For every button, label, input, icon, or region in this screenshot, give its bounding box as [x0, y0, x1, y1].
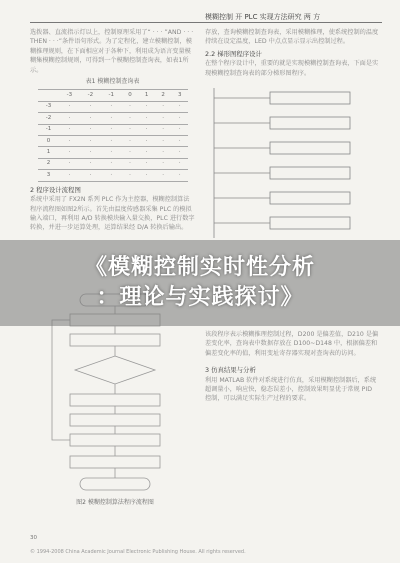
table-header-cell	[38, 90, 59, 101]
flow-step-4	[70, 414, 160, 426]
left-paragraph-1: 选拨器、直流指示灯以上，控制原理采用了“ · · · ”AND · · · THEN · · ·”条件语句形式。为了定程化，建立模糊控制，模糊推理规则，在下面相应对于各种下，利用成为语言变量模糊集模糊控制规则，可得到一个模糊控制查询表，如表1所示。	[30, 29, 194, 74]
table-cell: ·	[171, 136, 188, 147]
table-cell: ·	[59, 147, 80, 158]
table-cell: ·	[59, 158, 80, 169]
right-column-lower	[205, 330, 380, 404]
table-cell: ·	[171, 101, 188, 112]
title-banner-overlay	[0, 240, 400, 326]
right-paragraph-1: 存放，查询模糊控制查询表，采用模糊推理，使系统控制的温度持续在设定温度，LED 中点点显示显示出控制过程。	[205, 29, 379, 46]
table-cell: ·	[122, 101, 139, 112]
flow-step-2	[70, 334, 160, 346]
table-cell: ·	[138, 124, 155, 135]
table-cell: ·	[101, 101, 122, 112]
right-section-title-1: 2.2 梯形图程序设计	[205, 49, 262, 58]
copyright-footer: © 1994-2008 China Academic Journal Electronic Publishing House. All rights reserved.	[30, 549, 246, 555]
table-cell: ·	[59, 136, 80, 147]
table-cell: ·	[101, 158, 122, 169]
table-cell: ·	[59, 124, 80, 135]
table-cell: ·	[171, 170, 188, 181]
table-cell: ·	[80, 124, 101, 135]
fuzzy-lookup-table	[38, 89, 188, 181]
table-cell: ·	[138, 147, 155, 158]
table-cell: ·	[155, 124, 172, 135]
page-number: 30	[30, 535, 37, 541]
left-section-title: 2 程序设计流程图	[30, 185, 81, 194]
table-row	[38, 158, 188, 169]
table-header-cell: -1	[101, 90, 122, 101]
table-header-cell: -3	[59, 90, 80, 101]
flow-step-3	[70, 394, 160, 406]
ladder-instruction-2	[270, 117, 350, 129]
flow-loop-line	[52, 320, 70, 440]
table-cell: ·	[101, 124, 122, 135]
banner-title-line-2: ：理论与实践探讨》	[96, 285, 304, 310]
table-cell: ·	[80, 147, 101, 158]
table-cell: ·	[122, 113, 139, 124]
table-cell: 2	[38, 158, 59, 169]
table-cell: ·	[138, 101, 155, 112]
table-cell: ·	[80, 158, 101, 169]
table-body	[38, 101, 188, 181]
table-row	[38, 147, 188, 158]
table-cell: ·	[155, 147, 172, 158]
table-cell: ·	[155, 170, 172, 181]
flow-step-6	[70, 456, 160, 468]
right-paragraph-2: 在整个程序设计中，重要的就是实现模糊控制查询表，下面是实现模糊控制查询表的部分梯形图程序。	[205, 60, 379, 77]
table-header-row	[38, 90, 188, 101]
right-column	[205, 28, 380, 78]
table-cell: ·	[171, 158, 188, 169]
table-cell: ·	[101, 113, 122, 124]
flow-decision	[75, 356, 155, 384]
table-cell: ·	[80, 101, 101, 112]
table-cell: -1	[38, 124, 59, 135]
table-cell: ·	[122, 136, 139, 147]
flow-end	[80, 478, 150, 490]
banner-title-line-1: 《模糊控制实时性分析	[84, 255, 315, 280]
table-cell: ·	[122, 124, 139, 135]
table-cell: ·	[171, 113, 188, 124]
table-cell: ·	[59, 113, 80, 124]
table-cell: ·	[138, 136, 155, 147]
table-caption: 表1 模糊控制查询表	[85, 78, 140, 86]
table-cell: 3	[38, 170, 59, 181]
table-header-cell: -2	[80, 90, 101, 101]
table-row	[38, 113, 188, 124]
flow-step-5	[70, 434, 160, 446]
table-row	[38, 124, 188, 135]
flowchart-caption: 图2 模糊控制算法程序流程图	[76, 499, 154, 506]
table-cell: ·	[155, 113, 172, 124]
table-cell: ·	[122, 147, 139, 158]
ladder-instruction-6	[270, 217, 350, 229]
running-header: 模糊控制 开 PLC 实现方法研究 两 方	[205, 13, 321, 21]
table-cell: ·	[122, 158, 139, 169]
table-cell: ·	[138, 113, 155, 124]
table-row	[38, 170, 188, 181]
table-cell: ·	[80, 113, 101, 124]
table-cell: ·	[80, 136, 101, 147]
right-paragraph-3: 该段程序表示模糊推理控制过程，D200 是偏差值，D210 是偏差变化率，查询表中数据存放在 D100~D148 中，根据偏差和偏差变化率的值，利用变址寄存器实现对查询表的访问。	[205, 331, 379, 357]
table-cell: ·	[155, 158, 172, 169]
table-row	[38, 136, 188, 147]
left-paragraph-2: 系统中采用了 FX2N 系列 PLC 作为主控器，模糊控制算法程序流程图如图2所示。首先由温度传感器采集 PLC 的模拟输入端口，再利用 A/D 转换模块输入量交换，PLC 进行数字转换，并进一步运算处理，运算结果经 D/A 转换后输出。	[30, 196, 195, 232]
ladder-instruction-5	[270, 192, 350, 204]
table-cell: ·	[171, 147, 188, 158]
ladder-instruction-1	[270, 92, 350, 104]
table-row	[38, 101, 188, 112]
table-cell: ·	[138, 158, 155, 169]
ladder-diagram	[210, 88, 380, 238]
table-header-cell: 1	[138, 90, 155, 101]
table-cell: ·	[101, 136, 122, 147]
right-section-title-2: 3 仿真结果与分析	[205, 366, 256, 375]
table-cell: 1	[38, 147, 59, 158]
ladder-instruction-4	[270, 167, 350, 179]
table-cell: 0	[38, 136, 59, 147]
table-header-cell: 0	[122, 90, 139, 101]
table-cell: -2	[38, 113, 59, 124]
table-cell: ·	[80, 170, 101, 181]
table-cell: ·	[101, 170, 122, 181]
right-paragraph-4: 利用 MATLAB 软件对系统进行仿真，采用模糊控制器后，系统超调量小，响应快，稳态误差小，控制效果明显优于常规 PID 控制，可以满足实际生产过程的要求。	[205, 376, 377, 403]
ladder-instruction-3	[270, 142, 350, 154]
left-column	[30, 28, 195, 233]
table-cell: ·	[122, 170, 139, 181]
table-cell: ·	[138, 170, 155, 181]
table-cell: -3	[38, 101, 59, 112]
table-cell: ·	[59, 101, 80, 112]
flowchart-diagram	[40, 290, 190, 530]
table-cell: ·	[171, 124, 188, 135]
table-header-cell: 2	[155, 90, 172, 101]
header-rule	[30, 22, 382, 23]
table-cell: ·	[155, 136, 172, 147]
table-header-cell: 3	[171, 90, 188, 101]
table-cell: ·	[155, 101, 172, 112]
table-cell: ·	[101, 147, 122, 158]
table-cell: ·	[59, 170, 80, 181]
